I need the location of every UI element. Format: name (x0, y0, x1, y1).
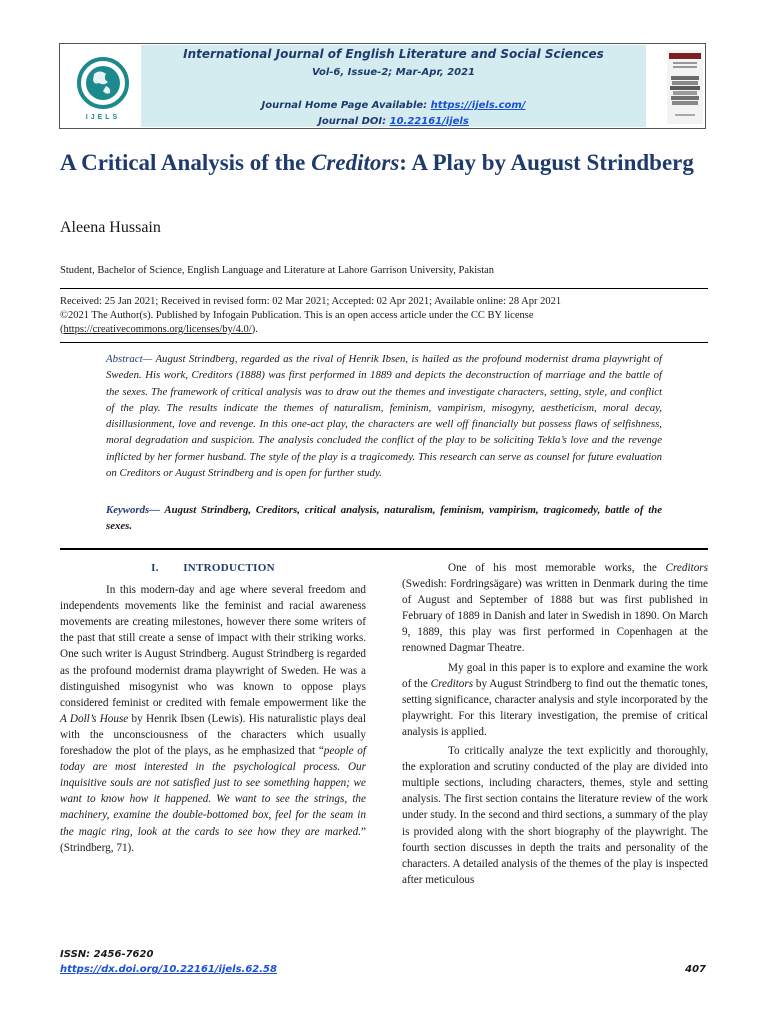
page-number: 407 (685, 964, 706, 975)
section-heading: I. INTRODUCTION (151, 562, 275, 574)
logo-text: IJELS (85, 114, 121, 121)
dolls-house-title: A Doll’s House (60, 712, 129, 725)
author-affiliation: Student, Bachelor of Science, English Language and Literature at Lahore Garrison University, Pakistan (60, 265, 495, 276)
footer-doi-link[interactable]: https://dx.doi.org/10.22161/ijels.62.58 (60, 964, 277, 975)
abstract (106, 351, 662, 481)
license-line: (https://creativecommons.org/licenses/by/4.0/). (60, 324, 258, 335)
left-column (60, 560, 366, 856)
doi-label: Journal DOI: (318, 116, 390, 127)
author-name: Aleena Hussain (60, 219, 161, 236)
divider-abstract (60, 342, 708, 343)
home-link[interactable]: https://ijels.com/ (430, 100, 526, 111)
doi-link[interactable]: 10.22161/ijels (389, 116, 469, 127)
journal-home (141, 100, 646, 111)
right-paragraph-2: My goal in this paper is to explore and examine the work of the Creditors by August Strindberg to find out the thematic tones, setting significance, character analysis and style incorporated by the playwright. For this literary investigation, the premise of critical analysis is applied. (402, 661, 708, 738)
title-play-name: Creditors (311, 150, 400, 175)
dates-line: Received: 25 Jan 2021; Received in revised form: 02 Mar 2021; Accepted: 02 Apr 2021; Available online: 28 Apr 2021 (60, 296, 562, 307)
journal-volume: Vol-6, Issue-2; Mar-Apr, 2021 (311, 67, 476, 78)
copyright-line: ©2021 The Author(s). Published by Infogain Publication. This is an open access article under the CC BY license (60, 310, 534, 321)
strindberg-quote: people of today are most interested in the psychological process. Our inquisitive souls are not satisfied just to see something happen; we want to know how it happened. We want to see the strings, the machinery, examine the double-bottomed box, feel for the seam in the magic ring, look at the cards to see how they are marked. (60, 745, 366, 838)
journal-header (59, 43, 706, 129)
right-paragraph-1: One of his most memorable works, the Creditors (Swedish: Fordringsägare) was written in Denmark during the time of August and September of 1888 but was first published in February of 1889 in Danish and later in Swedish in 1890. On March 9, 1889, this play was first performed in Copenhagen at the renowned Dagmar Theatre. (402, 562, 708, 655)
keywords-text: August Strindberg, Creditors, critical analysis, naturalism, feminism, vampirism, tragicomedy, battle of the sexes. (106, 504, 662, 533)
journal-title: International Journal of English Literature and Social Sciences (183, 47, 604, 61)
journal-logo (68, 52, 138, 124)
abstract-text: August Strindberg, regarded as the rival of Henrik Ibsen, is hailed as the profound modernist drama playwright of Sweden. His work, Creditors (1888) was first performed in 1889 and depicts the deconstruction of marriage and the battle of the sexes. The framework of critical analysis was to draw out the themes and investigate characters, setting, style, and conflict of the play. The results indicate the themes of naturalism, feminism, vampirism, misogyny, aestheticism, moral decay, disillusionment, love and revenge. In this one-act play, the characters are well off financially but possess flaws of selfishness, moral degradation and suspicion. The analysis concluded the conflict of the play to be soliciting Tekla’s love and the revenge inflicted by her former husband. The style of the play is a tragicomedy. This research can serve as counsel for future evaluation on Creditors or August Strindberg and is open for further study. (106, 353, 662, 480)
divider-body (60, 548, 708, 550)
journal-cover-image (667, 50, 703, 124)
right-paragraph-3: To critically analyze the text explicitly and thoroughly, the exploration and scrutiny conducted of the play are divided into multiple sections, including characters, themes, style and setting analysis. The first section contains the literature review of the work under study. In the second and third sections, a summary of the play is provided along with the short biography of the playwright. The fourth section discusses in depth the traits and personality of the characters. A detailed analysis of the themes of the play is inspected after meticulous (402, 745, 708, 886)
article-history (60, 295, 710, 337)
article-title: A Critical Analysis of the Creditors: A Play by August Strindberg (60, 150, 694, 175)
journal-doi (141, 116, 646, 127)
abstract-label: Abstract— (106, 353, 153, 365)
footer-issn: ISSN: 2456-7620 (60, 949, 154, 960)
divider-top (60, 288, 708, 289)
intro-paragraph: In this modern-day and age where several freedom and independents movements like the feminist and racial awareness movements are creating milestones, however there some writers of the past that still create a sense of impact with their striking works. One such writer is August Strindberg. August Strindberg is regarded as the profound modernist drama playwright of Sweden. He was a distinguished misogynist who was known to oppose plays considered feminist or credited with female empowerment like the A Doll’s House by Henrik Ibsen (Lewis). His naturalistic plays deal with the unconsciousness of the characters which usually foreshadow the plot of the plays, as he emphasized that “people of today are most interested in the psychological process. Our inquisitive souls are not satisfied just to see something happen; we want to know how it happened. We want to see the strings, the machinery, examine the double-bottomed box, feel for the seam in the magic ring, look at the cards to see how they are marked.” (Strindberg, 71). (60, 584, 366, 854)
journal-info-band (141, 45, 646, 127)
license-link[interactable]: https://creativecommons.org/licenses/by/4.0/ (63, 324, 252, 335)
keywords (106, 502, 662, 535)
keywords-label: Keywords— (106, 504, 160, 516)
home-label: Journal Home Page Available: (261, 100, 431, 111)
right-column (402, 560, 708, 888)
